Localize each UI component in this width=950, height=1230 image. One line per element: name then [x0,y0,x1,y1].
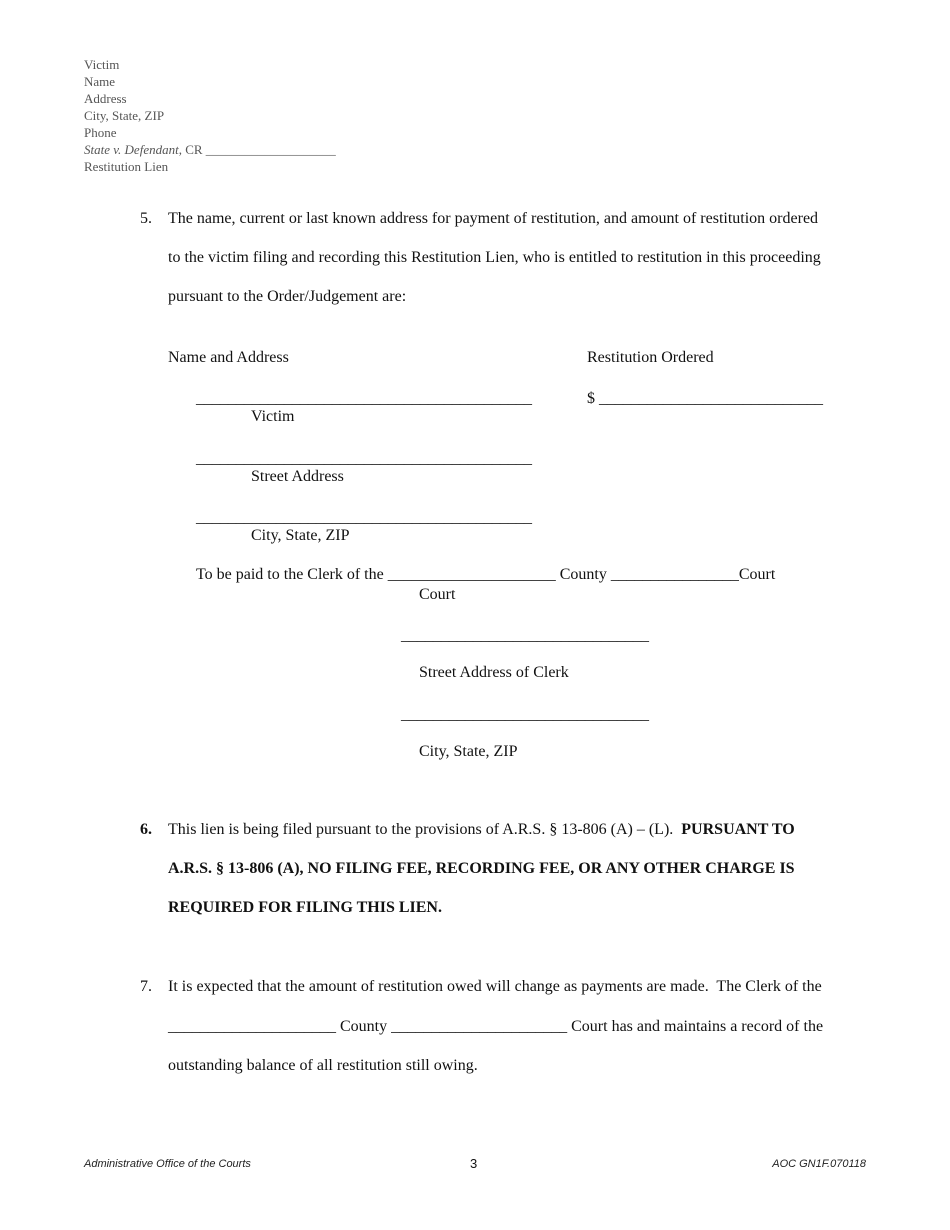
header-city-state-zip: City, State, ZIP [84,108,165,123]
item5-line1: The name, current or last known address for payment of restitution, and amount of restitution ordered [168,210,819,227]
item6-line1 [168,820,795,840]
item5-number: 5. [140,210,152,227]
footer-form-code: AOC GN1F.070118 [772,1158,866,1170]
city-state-zip-label: City, State, ZIP [251,527,350,544]
city-state-zip-blank[interactable]: __________________________________________ [196,509,532,526]
header-document-title: Restitution Lien [84,159,169,174]
restitution-amount-blank[interactable]: $ ____________________________ [587,390,823,407]
street-address-label: Street Address [251,468,344,485]
item6-line3: REQUIRED FOR FILING THIS LIEN. [168,899,442,916]
item7-line3: outstanding balance of all restitution still owing. [168,1057,478,1074]
item7-number: 7. [140,978,152,995]
item6-line2: A.R.S. § 13-806 (A), NO FILING FEE, RECORDING FEE, OR ANY OTHER CHARGE IS [168,860,795,877]
clerk-city-label: City, State, ZIP [419,743,518,760]
clerk-city-blank[interactable]: _______________________________ [401,706,649,723]
clerk-payment-line[interactable]: To be paid to the Clerk of the _____________________ County ________________Court [196,566,776,583]
case-title: State v. Defendant [84,142,179,157]
column-restitution-ordered: Restitution Ordered [587,349,714,366]
court-label: Court [419,586,456,603]
item6-line1-text: This lien is being filed pursuant to the provisions of A.R.S. § 13-806 (A) – (L). [168,821,682,838]
item7-line2[interactable]: _____________________ County ______________________ Court has and maintains a record of the [168,1018,824,1035]
column-name-address: Name and Address [168,349,289,366]
item5-line3: pursuant to the Order/Judgement are: [168,288,407,305]
victim-blank[interactable]: __________________________________________ [196,390,532,407]
item6-number: 6. [140,821,152,838]
footer-office: Administrative Office of the Courts [84,1158,251,1170]
case-number-blank: , CR ____________________ [178,142,336,157]
header-address: Address [84,91,127,106]
item7-line1: It is expected that the amount of restitution owed will change as payments are made. The Clerk of the [168,978,822,995]
victim-label: Victim [251,408,295,425]
page-number: 3 [470,1156,478,1171]
header-case-number [84,141,336,158]
header-phone: Phone [84,125,117,140]
clerk-street-label: Street Address of Clerk [419,664,569,681]
item5-line2: to the victim filing and recording this Restitution Lien, who is entitled to restitution in this proceeding [168,249,821,266]
header-victim: Victim [84,57,120,72]
street-address-blank[interactable]: __________________________________________ [196,450,532,467]
item6-line1-bold: PURSUANT TO [681,821,795,838]
header-name: Name [84,74,116,89]
clerk-street-blank[interactable]: _______________________________ [401,627,649,644]
